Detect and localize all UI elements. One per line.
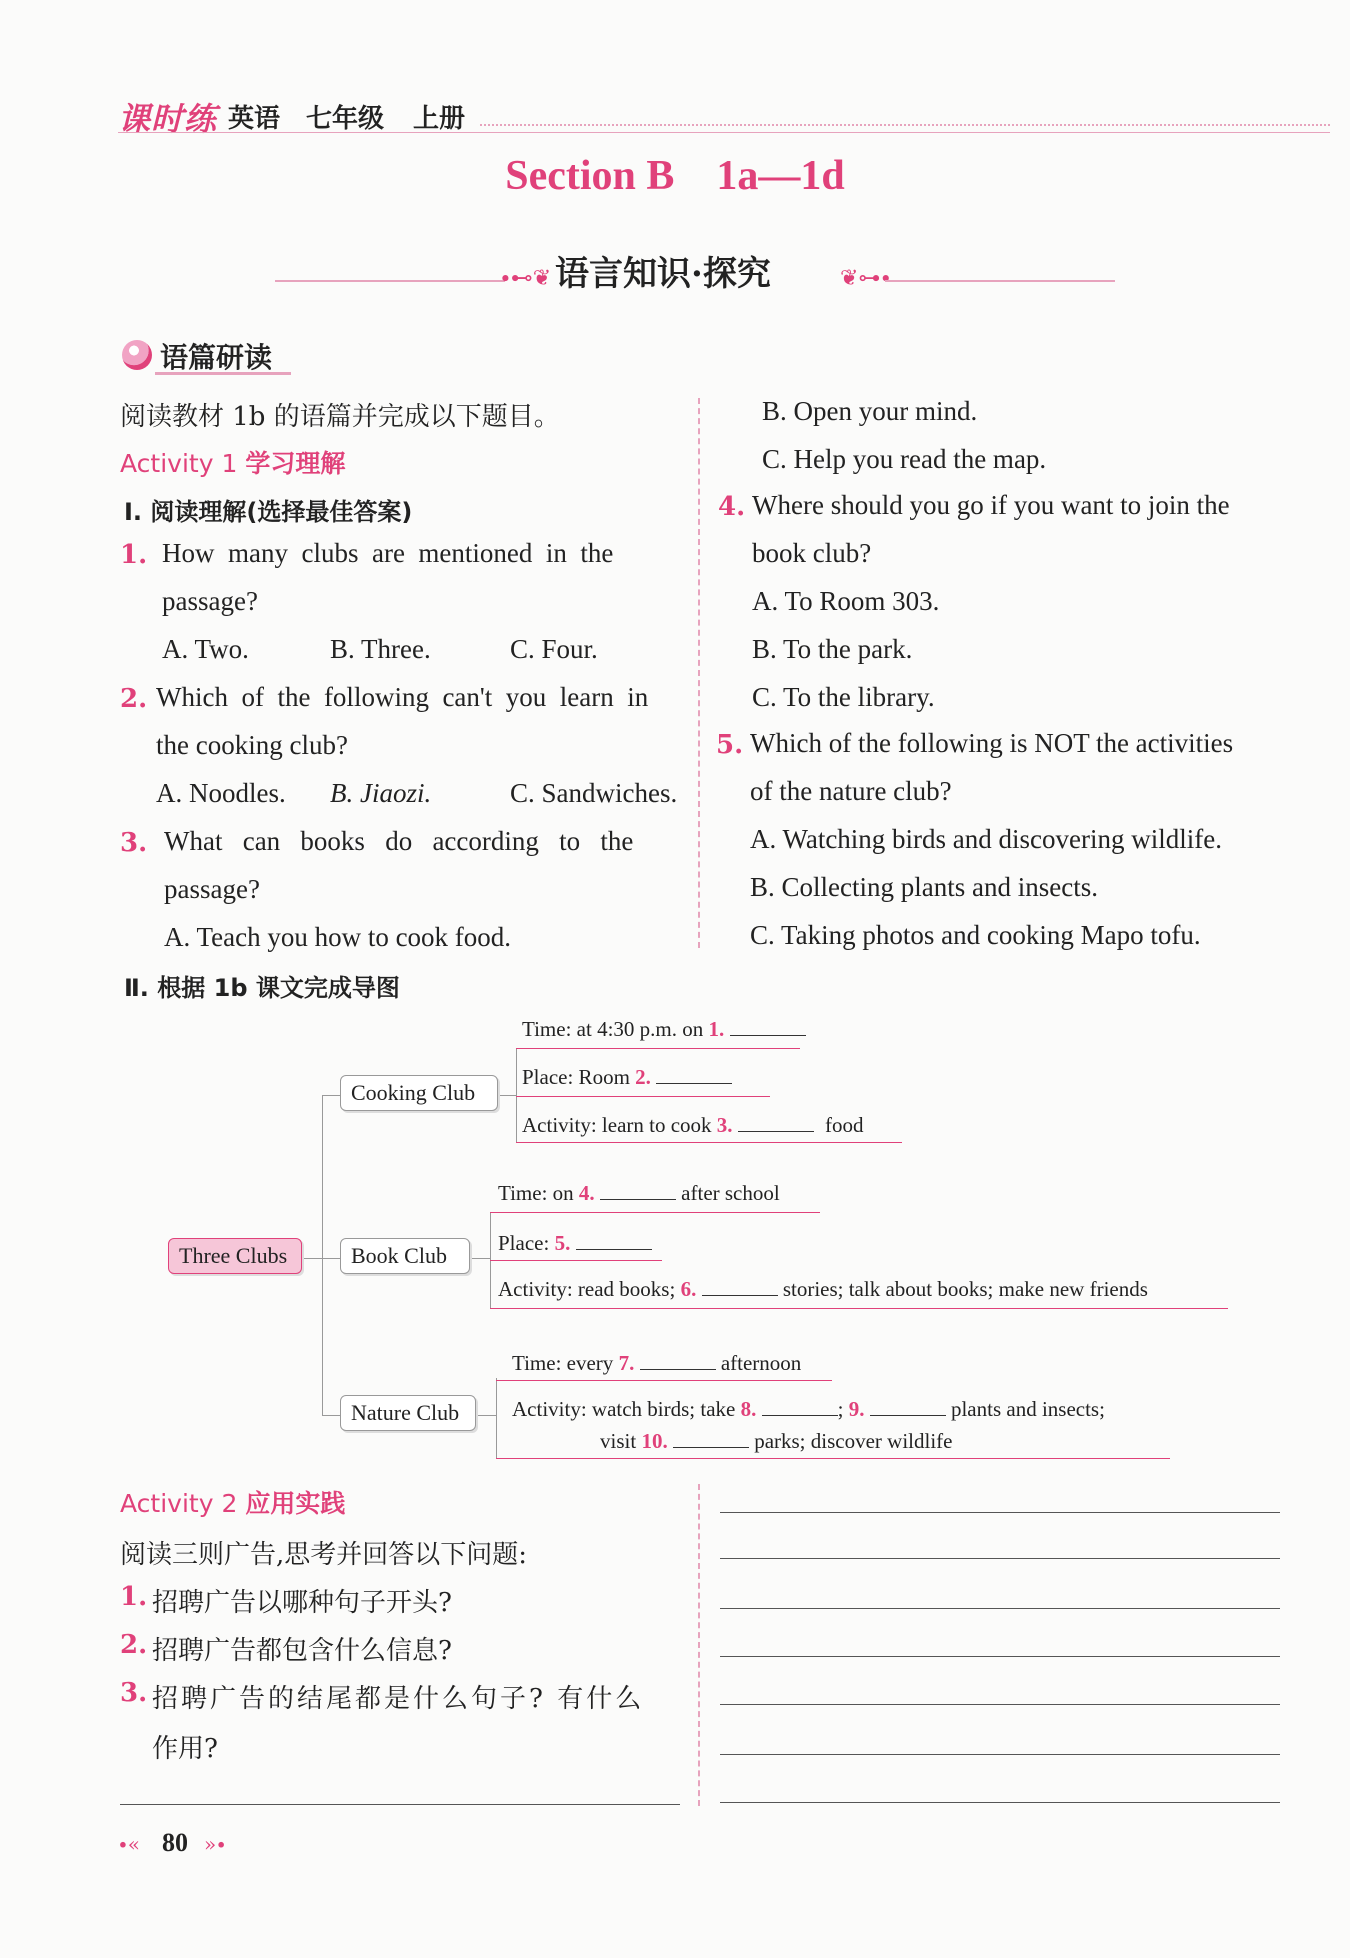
connector-book-bracket — [470, 1258, 490, 1259]
answer-line[interactable] — [720, 1608, 1280, 1609]
header-subject: 英语 — [228, 104, 281, 134]
header-volume: 上册 — [413, 104, 466, 134]
connector-nature — [322, 1415, 340, 1416]
q4-number: 4. — [718, 492, 746, 522]
banner-line-right — [885, 280, 1115, 282]
underline — [490, 1308, 1228, 1309]
q2-number: 2. — [120, 684, 148, 714]
blank-5[interactable] — [576, 1230, 652, 1250]
q3-line1: What can books do according to the — [164, 826, 634, 856]
underline — [516, 1142, 902, 1143]
answer-line[interactable] — [720, 1512, 1280, 1513]
nature-activity: Activity: watch birds; take 8. ; 9. plants and insects; — [512, 1397, 1105, 1421]
activity2-title: 应用实践 — [245, 1489, 346, 1518]
q4-option-c: C. To the library. — [752, 682, 935, 712]
q5-option-c: C. Taking photos and cooking Mapo tofu. — [750, 920, 1201, 950]
cooking-time: Time: at 4:30 p.m. on 1. — [522, 1016, 806, 1042]
banner-title: 语言知识·探究 — [555, 254, 771, 294]
blank-2[interactable] — [656, 1064, 732, 1084]
a2-q3-number: 3. — [120, 1678, 148, 1708]
underline — [516, 1048, 800, 1049]
part2-label: Ⅱ. 根据 1b 课文完成导图 — [124, 974, 400, 1002]
underline — [496, 1458, 1170, 1459]
banner-line-left — [275, 280, 505, 282]
a2-q2-number: 2. — [120, 1630, 148, 1660]
q4-line2: book club? — [752, 538, 872, 568]
blank-4[interactable] — [600, 1180, 676, 1200]
a2-q1-number: 1. — [120, 1582, 148, 1612]
answer-line[interactable] — [720, 1656, 1280, 1657]
activity1-label: Activity 1 — [120, 449, 238, 478]
q5-number: 5. — [716, 730, 744, 760]
bracket-cooking — [516, 1048, 517, 1142]
q3-number: 3. — [120, 828, 148, 858]
connector-nature-bracket — [476, 1415, 496, 1416]
q1-number: 1. — [120, 540, 148, 570]
q1-line2: passage? — [162, 586, 258, 616]
blank-8[interactable] — [762, 1396, 838, 1416]
q3-option-b: B. Open your mind. — [762, 396, 978, 426]
blank-9[interactable] — [870, 1396, 946, 1416]
book-time: Time: on 4. after school — [498, 1181, 780, 1205]
answer-line-left[interactable] — [120, 1804, 680, 1805]
q5-option-b: B. Collecting plants and insects. — [750, 872, 1098, 902]
connector-cooking — [322, 1095, 340, 1096]
section-title: Section B 1a—1d — [505, 153, 845, 199]
connector-root — [302, 1258, 322, 1259]
activity2-intro: 阅读三则广告,思考并回答以下问题: — [120, 1540, 528, 1570]
connector-cooking-bracket — [498, 1095, 516, 1096]
header-rule — [480, 124, 1330, 126]
a2-q3-text-cont: 作用? — [152, 1734, 218, 1764]
nature-time: Time: every 7. afternoon — [512, 1351, 802, 1375]
header-rule-solid — [118, 132, 1330, 133]
nature-visit: visit 10. parks; discover wildlife — [600, 1429, 953, 1453]
underline — [496, 1380, 832, 1381]
q3-option-c: C. Help you read the map. — [762, 444, 1047, 474]
cooking-activity: Activity: learn to cook 3. food — [522, 1113, 864, 1137]
answer-line[interactable] — [720, 1802, 1280, 1803]
q4-option-b: B. To the park. — [752, 634, 913, 664]
book-activity: Activity: read books; 6. stories; talk about books; make new friends — [498, 1277, 1148, 1301]
q2-option-a: A. Noodles. — [156, 778, 286, 808]
book-place: Place: 5. — [498, 1230, 652, 1256]
root-node: Three Clubs — [168, 1238, 302, 1274]
blank-7[interactable] — [640, 1350, 716, 1370]
page-deco-right-icon: »∙ — [204, 1832, 227, 1856]
brand-logo: 课时练 — [118, 100, 218, 138]
column-divider — [698, 398, 700, 948]
bullet-icon — [122, 340, 152, 370]
column-divider-lower — [698, 1484, 700, 1806]
activity1-title: 学习理解 — [245, 449, 346, 478]
connector-trunk — [322, 1095, 323, 1415]
answer-line[interactable] — [720, 1558, 1280, 1559]
blank-3[interactable] — [738, 1112, 814, 1132]
q3-option-a: A. Teach you how to cook food. — [164, 922, 512, 952]
q2-option-c: C. Sandwiches. — [510, 778, 678, 808]
flourish-right-icon: ❦⊶∙ — [840, 266, 892, 291]
q2-option-b: B. Jiaozi. — [330, 778, 432, 808]
q5-line1: Which of the following is NOT the activities — [750, 728, 1234, 758]
cooking-club-node: Cooking Club — [340, 1075, 498, 1111]
page-number: 80 — [162, 1828, 188, 1857]
q3-line2: passage? — [164, 874, 260, 904]
a2-q2-text: 招聘广告都包含什么信息? — [152, 1636, 452, 1666]
q1-option-c: C. Four. — [510, 634, 598, 664]
underline — [516, 1096, 770, 1097]
activity2-label: Activity 2 — [120, 1489, 238, 1518]
q2-line2: the cooking club? — [156, 730, 348, 760]
bracket-nature — [496, 1378, 497, 1458]
nature-club-node: Nature Club — [340, 1395, 476, 1431]
blank-10[interactable] — [673, 1428, 749, 1448]
q5-option-a: A. Watching birds and discovering wildlife. — [750, 824, 1222, 854]
q1-option-a: A. Two. — [162, 634, 249, 664]
answer-line[interactable] — [720, 1754, 1280, 1755]
q5-line2: of the nature club? — [750, 776, 952, 806]
intro-text: 阅读教材 1b 的语篇并完成以下题目。 — [120, 402, 560, 432]
answer-line[interactable] — [720, 1704, 1280, 1705]
subheading: 语篇研读 — [160, 341, 273, 374]
cooking-place: Place: Room 2. — [522, 1064, 732, 1090]
q1-line1: How many clubs are mentioned in the — [162, 538, 614, 568]
subheading-underline — [155, 372, 291, 375]
book-club-node: Book Club — [340, 1238, 470, 1274]
q4-line1: Where should you go if you want to join the — [752, 490, 1230, 520]
activity1-heading — [120, 444, 345, 480]
blank-1[interactable] — [730, 1016, 806, 1036]
part1-label: Ⅰ. 阅读理解(选择最佳答案) — [124, 498, 413, 526]
a2-q1-text: 招聘广告以哪种句子开头? — [152, 1588, 452, 1618]
q2-line1: Which of the following can't you learn in — [156, 682, 649, 712]
blank-6[interactable] — [702, 1276, 778, 1296]
connector-book — [322, 1258, 340, 1259]
page-deco-left-icon: ∙« — [118, 1832, 141, 1856]
underline — [490, 1212, 820, 1213]
header-grade: 七年级 — [306, 104, 385, 134]
a2-q3-text: 招聘广告的结尾都是什么句子? 有什么 — [152, 1684, 645, 1714]
activity2-heading — [120, 1484, 345, 1520]
q1-option-b: B. Three. — [330, 634, 431, 664]
q4-option-a: A. To Room 303. — [752, 586, 940, 616]
underline — [490, 1260, 662, 1261]
flourish-left-icon: ∙⊷❦ — [500, 266, 552, 291]
